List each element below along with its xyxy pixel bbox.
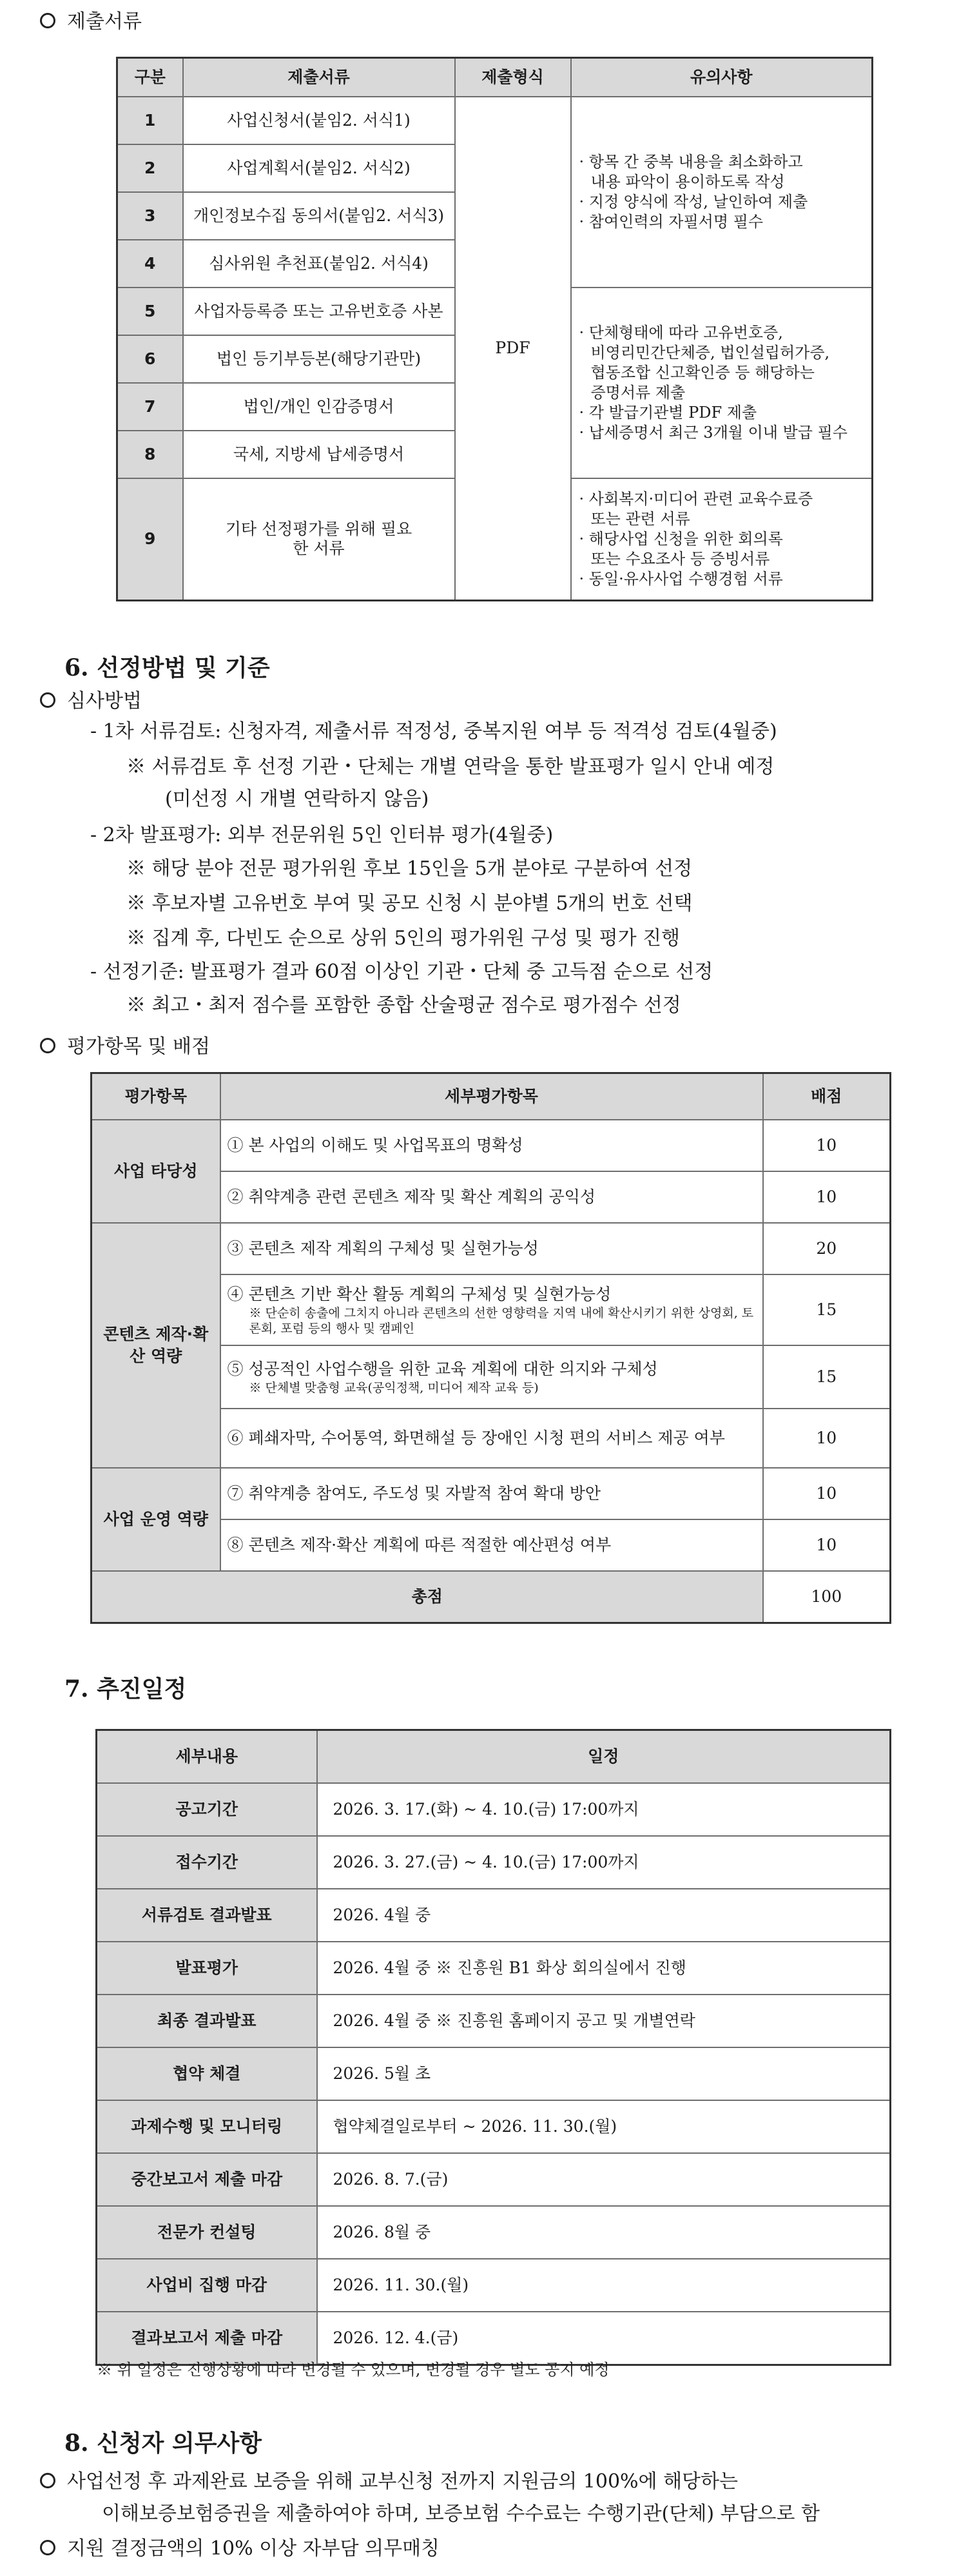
circle-bullet-icon: [40, 2473, 55, 2488]
doc-name: 기타 선정평가를 위해 필요한 서류: [183, 478, 455, 601]
eval-item: ④ 콘텐츠 기반 확산 활동 계획의 구체성 및 실현가능성 ※ 단순히 송출에 그치지 아니라 콘텐츠의 선한 영향력을 지역 내에 확산시키기 위한 상영회, 토론회, 포럼 등의 행사 및 캠페인: [220, 1274, 763, 1345]
schedule-label: 공고기간: [97, 1783, 317, 1836]
eval-item: ⑥ 폐쇄자막, 수어통역, 화면해설 등 장애인 시청 편의 서비스 제공 여부: [220, 1409, 763, 1468]
eval-item: ③ 콘텐츠 제작 계획의 구체성 및 실현가능성: [220, 1223, 763, 1274]
method-line: (미선정 시 개별 연락하지 않음): [165, 788, 429, 810]
schedule-value: 협약체결일로부터 ~ 2026. 11. 30.(월): [317, 2100, 891, 2153]
col-header-category: 구분: [117, 58, 183, 97]
schedule-label: 전문가 컨설팅: [97, 2206, 317, 2259]
schedule-value: 2026. 8. 7.(금): [317, 2153, 891, 2206]
method-line: - 선정기준: 발표평가 결과 60점 이상인 기관・단체 중 고득점 순으로 선정: [90, 961, 713, 983]
doc-name: 심사위원 추천표(붙임2. 서식4): [183, 240, 455, 288]
doc-name: 사업계획서(붙임2. 서식2): [183, 144, 455, 192]
section7-title: 7. 추진일정: [64, 1675, 187, 1703]
eval-item: ② 취약계층 관련 콘텐츠 제작 및 확산 계획의 공익성: [220, 1171, 763, 1223]
method-line: ※ 최고・최저 점수를 포함한 종합 산술평균 점수로 평가점수 선정: [126, 994, 681, 1017]
eval-score: 10: [763, 1519, 891, 1571]
schedule-label: 발표평가: [97, 1942, 317, 1995]
docs-heading: 제출서류: [40, 9, 142, 35]
submission-format: PDF: [455, 97, 571, 601]
schedule-label: 서류검토 결과발표: [97, 1889, 317, 1942]
duty-item-continued: 이해보증보험증권을 제출하여야 하며, 보증보험 수수료는 수행기관(단체) 부담으로 함: [102, 2503, 820, 2525]
col-header-category: 평가항목: [92, 1073, 220, 1120]
method-line: ※ 서류검토 후 선정 기관・단체는 개별 연락을 통한 발표평가 일시 안내 예정: [126, 756, 775, 778]
notes-cell-b: · 단체형태에 따라 고유번호증, 비영리민간단체증, 법인설립허가증, 협동조합 신고확인증 등 해당하는 증명서류 제출 · 각 발급기관별 PDF 제출 · 납세증명서 최근 3개월 이내 발급 필수: [571, 288, 873, 478]
eval-item: ⑦ 취약계층 참여도, 주도성 및 자발적 참여 확대 방안: [220, 1468, 763, 1519]
circle-bullet-icon: [40, 2540, 55, 2555]
schedule-value: 2026. 4월 중 ※ 진흥원 홈페이지 공고 및 개별연락: [317, 1995, 891, 2047]
col-header-detail: 세부평가항목: [220, 1073, 763, 1120]
doc-name: 법인/개인 인감증명서: [183, 383, 455, 431]
row-number: 6: [117, 335, 183, 383]
row-number: 1: [117, 97, 183, 144]
doc-name: 사업신청서(붙임2. 서식1): [183, 97, 455, 144]
doc-name: 사업자등록증 또는 고유번호증 사본: [183, 288, 455, 335]
schedule-label: 접수기간: [97, 1836, 317, 1889]
method-line: ※ 집계 후, 다빈도 순으로 상위 5인의 평가위원 구성 및 평가 진행: [126, 927, 681, 950]
eval-score: 10: [763, 1409, 891, 1468]
col-header-format: 제출형식: [455, 58, 571, 97]
doc-name: 개인정보수집 동의서(붙임2. 서식3): [183, 192, 455, 240]
schedule-label: 최종 결과발표: [97, 1995, 317, 2047]
schedule-label: 사업비 집행 마감: [97, 2259, 317, 2312]
eval-category: 사업 타당성: [92, 1120, 220, 1223]
schedule-value: 2026. 3. 27.(금) ~ 4. 10.(금) 17:00까지: [317, 1836, 891, 1889]
col-header-doc: 제출서류: [183, 58, 455, 97]
col-header-item: 세부내용: [97, 1730, 317, 1783]
method-heading: 심사방법: [40, 688, 142, 714]
schedule-value: 2026. 8월 중: [317, 2206, 891, 2259]
schedule-label: 협약 체결: [97, 2047, 317, 2100]
circle-bullet-icon: [40, 1038, 55, 1053]
section8-title: 8. 신청자 의무사항: [64, 2430, 262, 2457]
eval-item: ① 본 사업의 이해도 및 사업목표의 명확성: [220, 1120, 763, 1171]
col-header-schedule: 일정: [317, 1730, 891, 1783]
duty-item: 지원 결정금액의 10% 이상 자부담 의무매칭: [40, 2536, 440, 2562]
row-number: 7: [117, 383, 183, 431]
schedule-label: 결과보고서 제출 마감: [97, 2312, 317, 2365]
eval-score: 10: [763, 1171, 891, 1223]
eval-category: 콘텐츠 제작·확산 역량: [92, 1223, 220, 1468]
row-number: 8: [117, 431, 183, 478]
schedule-value: 2026. 4월 중 ※ 진흥원 B1 화상 회의실에서 진행: [317, 1942, 891, 1995]
schedule-label: 중간보고서 제출 마감: [97, 2153, 317, 2206]
eval-category: 사업 운영 역량: [92, 1468, 220, 1571]
method-line: ※ 해당 분야 전문 평가위원 후보 15인을 5개 분야로 구분하여 선정: [126, 857, 693, 880]
notes-cell-a: · 항목 간 중복 내용을 최소화하고 내용 파악이 용이하도록 작성 · 지정 양식에 작성, 날인하여 제출 · 참여인력의 자필서명 필수: [571, 97, 873, 288]
schedule-value: 2026. 5월 초: [317, 2047, 891, 2100]
total-score: 100: [763, 1571, 891, 1623]
schedule-value: 2026. 3. 17.(화) ~ 4. 10.(금) 17:00까지: [317, 1783, 891, 1836]
section6-title: 6. 선정방법 및 기준: [64, 654, 270, 681]
method-line: ※ 후보자별 고유번호 부여 및 공모 신청 시 분야별 5개의 번호 선택: [126, 892, 693, 915]
doc-name: 법인 등기부등본(해당기관만): [183, 335, 455, 383]
row-number: 9: [117, 478, 183, 601]
notes-cell-c: · 사회복지·미디어 관련 교육수료증 또는 관련 서류 · 해당사업 신청을 위한 회의록 또는 수요조사 등 증빙서류 · 동일·유사사업 수행경험 서류: [571, 478, 873, 601]
row-number: 4: [117, 240, 183, 288]
circle-bullet-icon: [40, 692, 55, 708]
schedule-table: [95, 1729, 891, 2366]
eval-item: ⑤ 성공적인 사업수행을 위한 교육 계획에 대한 의지와 구체성 ※ 단체별 맞춤형 교육(공익정책, 미디어 제작 교육 등): [220, 1345, 763, 1409]
eval-score: 20: [763, 1223, 891, 1274]
doc-name: 국세, 지방세 납세증명서: [183, 431, 455, 478]
schedule-value: 2026. 11. 30.(월): [317, 2259, 891, 2312]
row-number: 3: [117, 192, 183, 240]
method-line: - 2차 발표평가: 외부 전문위원 5인 인터뷰 평가(4월중): [90, 824, 554, 846]
schedule-label: 과제수행 및 모니터링: [97, 2100, 317, 2153]
schedule-footnote: ※ 위 일정은 진행상황에 따라 변경될 수 있으며, 변경될 경우 별도 공지 예정: [97, 2361, 610, 2379]
eval-item-note: ※ 단순히 송출에 그치지 아니라 콘텐츠의 선한 영향력을 지역 내에 확산시키기 위한 상영회, 토론회, 포럼 등의 행사 및 캠페인: [249, 1305, 754, 1336]
eval-item-note: ※ 단체별 맞춤형 교육(공익정책, 미디어 제작 교육 등): [249, 1380, 539, 1395]
col-header-notes: 유의사항: [571, 58, 873, 97]
eval-heading: 평가항목 및 배점: [40, 1034, 210, 1060]
row-number: 5: [117, 288, 183, 335]
schedule-value: 2026. 12. 4.(금): [317, 2312, 891, 2365]
total-label: 총점: [92, 1571, 763, 1623]
circle-bullet-icon: [40, 13, 55, 28]
eval-score: 10: [763, 1468, 891, 1519]
schedule-value: 2026. 4월 중: [317, 1889, 891, 1942]
eval-score: 10: [763, 1120, 891, 1171]
col-header-score: 배점: [763, 1073, 891, 1120]
duty-item: 사업선정 후 과제완료 보증을 위해 교부신청 전까지 지원금의 100%에 해당하는: [40, 2469, 738, 2495]
eval-score: 15: [763, 1274, 891, 1345]
method-line: - 1차 서류검토: 신청자격, 제출서류 적정성, 중복지원 여부 등 적격성 검토(4월중): [90, 720, 777, 743]
submission-docs-table: [116, 57, 873, 601]
evaluation-table: [90, 1072, 891, 1624]
row-number: 2: [117, 144, 183, 192]
eval-item: ⑧ 콘텐츠 제작·확산 계획에 따른 적절한 예산편성 여부: [220, 1519, 763, 1571]
eval-score: 15: [763, 1345, 891, 1409]
